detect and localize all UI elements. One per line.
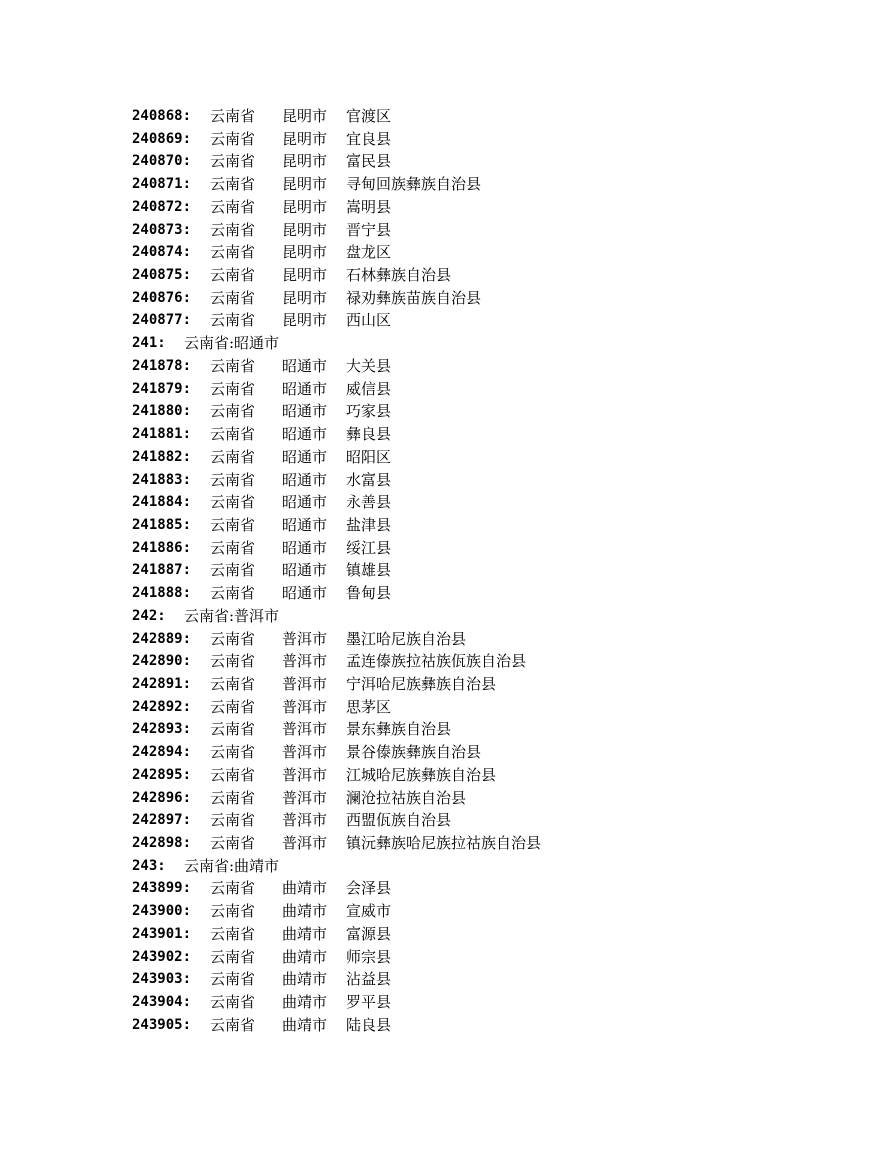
city-name: 曲靖市 — [282, 902, 328, 921]
county-name: 师宗县 — [346, 947, 392, 966]
province-name: 云南省 — [210, 947, 256, 966]
region-code: 240868: — [132, 108, 192, 124]
city-name: 昭通市 — [282, 356, 328, 375]
city-group-header — [132, 605, 852, 628]
list-item — [132, 491, 852, 514]
city-name: 昭通市 — [282, 515, 328, 534]
county-name: 江城哈尼族彝族自治县 — [346, 765, 497, 784]
county-name: 景谷傣族彝族自治县 — [346, 743, 482, 762]
city-name: 昭通市 — [282, 402, 328, 421]
city-name: 普洱市 — [282, 697, 328, 716]
list-item — [132, 628, 852, 651]
region-code: 240877: — [132, 312, 192, 329]
city-name: 昆明市 — [282, 266, 328, 285]
province-name: 云南省 — [210, 584, 256, 603]
province-name: 云南省 — [210, 129, 256, 148]
region-code: 241878: — [132, 357, 192, 374]
group-code: 242: — [132, 607, 166, 624]
county-name: 威信县 — [346, 379, 392, 398]
list-item — [132, 832, 852, 855]
region-code: 240876: — [132, 289, 192, 306]
list-item — [132, 355, 852, 378]
region-code: 243904: — [132, 994, 192, 1011]
county-name: 富源县 — [346, 924, 392, 943]
region-code: 240871: — [132, 176, 192, 193]
county-name: 绥江县 — [346, 538, 392, 557]
county-name: 永善县 — [346, 493, 392, 512]
region-code: 240875: — [132, 267, 192, 284]
province-name: 云南省 — [210, 152, 256, 171]
city-name: 曲靖市 — [282, 947, 328, 966]
region-code: 241888: — [132, 585, 192, 602]
list-item — [132, 900, 852, 923]
county-name: 嵩明县 — [346, 197, 392, 216]
province-name: 云南省 — [210, 788, 256, 807]
province-name: 云南省 — [210, 515, 256, 534]
city-name: 昆明市 — [282, 197, 328, 216]
region-code: 240872: — [132, 198, 192, 215]
city-name: 昭通市 — [282, 584, 328, 603]
county-name: 镇雄县 — [346, 561, 392, 580]
city-name: 昭通市 — [282, 493, 328, 512]
province-name: 云南省 — [210, 175, 256, 194]
list-item — [132, 582, 852, 605]
region-code-list — [132, 105, 852, 1036]
county-name: 沾益县 — [346, 970, 392, 989]
list-item — [132, 469, 852, 492]
list-item — [132, 650, 852, 673]
city-name: 普洱市 — [282, 765, 328, 784]
county-name: 宁洱哈尼族彝族自治县 — [346, 674, 497, 693]
city-name: 曲靖市 — [282, 924, 328, 943]
county-name: 寻甸回族彝族自治县 — [346, 175, 482, 194]
county-name: 景东彝族自治县 — [346, 720, 452, 739]
county-name: 水富县 — [346, 470, 392, 489]
list-item — [132, 150, 852, 173]
county-name: 陆良县 — [346, 1015, 392, 1034]
region-code: 240874: — [132, 244, 192, 261]
province-name: 云南省 — [210, 493, 256, 512]
province-name: 云南省 — [210, 538, 256, 557]
list-item — [132, 877, 852, 900]
city-name: 曲靖市 — [282, 1015, 328, 1034]
city-name: 普洱市 — [282, 834, 328, 852]
county-name: 盐津县 — [346, 515, 392, 534]
list-item — [132, 446, 852, 469]
city-name: 普洱市 — [282, 674, 328, 693]
province-name: 云南省 — [210, 765, 256, 784]
city-name: 昭通市 — [282, 447, 328, 466]
region-code: 240869: — [132, 130, 192, 147]
region-code: 243903: — [132, 971, 192, 988]
county-name: 石林彝族自治县 — [346, 266, 452, 285]
region-code: 241883: — [132, 471, 192, 488]
list-item — [132, 559, 852, 582]
city-name: 昆明市 — [282, 243, 328, 262]
group-title: 云南省:普洱市 — [184, 606, 280, 625]
group-code: 241: — [132, 335, 166, 352]
list-item — [132, 741, 852, 764]
city-name: 普洱市 — [282, 652, 328, 671]
province-name: 云南省 — [210, 356, 256, 375]
province-name: 云南省 — [210, 970, 256, 989]
region-code: 243900: — [132, 903, 192, 920]
list-item — [132, 809, 852, 832]
province-name: 云南省 — [210, 243, 256, 262]
county-name: 宜良县 — [346, 129, 392, 148]
list-item — [132, 514, 852, 537]
region-code: 242892: — [132, 698, 192, 715]
county-name: 西盟佤族自治县 — [346, 811, 452, 830]
county-name: 思茅区 — [346, 697, 392, 716]
region-code: 242889: — [132, 630, 192, 647]
list-item — [132, 787, 852, 810]
city-group-header — [132, 332, 852, 355]
province-name: 云南省 — [210, 674, 256, 693]
list-item — [132, 128, 852, 151]
region-code: 240873: — [132, 221, 192, 238]
county-name: 盘龙区 — [346, 243, 392, 262]
province-name: 云南省 — [210, 811, 256, 830]
county-name: 罗平县 — [346, 993, 392, 1012]
province-name: 云南省 — [210, 197, 256, 216]
county-name: 晋宁县 — [346, 220, 392, 239]
county-name: 官渡区 — [346, 107, 392, 125]
region-code: 241879: — [132, 380, 192, 397]
list-item — [132, 718, 852, 741]
province-name: 云南省 — [210, 311, 256, 330]
county-name: 昭阳区 — [346, 447, 392, 466]
province-name: 云南省 — [210, 720, 256, 739]
province-name: 云南省 — [210, 652, 256, 671]
city-name: 普洱市 — [282, 811, 328, 830]
region-code: 242896: — [132, 789, 192, 806]
region-code: 242897: — [132, 812, 192, 829]
province-name: 云南省 — [210, 697, 256, 716]
city-name: 曲靖市 — [282, 879, 328, 898]
region-code: 243901: — [132, 925, 192, 942]
list-item — [132, 378, 852, 401]
province-name: 云南省 — [210, 902, 256, 921]
region-code: 241887: — [132, 562, 192, 579]
city-name: 昆明市 — [282, 107, 328, 125]
province-name: 云南省 — [210, 266, 256, 285]
county-name: 禄劝彝族苗族自治县 — [346, 288, 482, 307]
county-name: 会泽县 — [346, 879, 392, 898]
list-item — [132, 241, 852, 264]
city-name: 曲靖市 — [282, 970, 328, 989]
list-item — [132, 400, 852, 423]
city-name: 曲靖市 — [282, 993, 328, 1012]
region-code: 242895: — [132, 766, 192, 783]
province-name: 云南省 — [210, 629, 256, 648]
city-name: 普洱市 — [282, 788, 328, 807]
province-name: 云南省 — [210, 379, 256, 398]
city-name: 昭通市 — [282, 425, 328, 444]
list-item — [132, 105, 852, 128]
province-name: 云南省 — [210, 220, 256, 239]
region-code: 242891: — [132, 675, 192, 692]
region-code: 241886: — [132, 539, 192, 556]
city-name: 普洱市 — [282, 720, 328, 739]
province-name: 云南省 — [210, 107, 256, 125]
city-name: 昆明市 — [282, 175, 328, 194]
region-code: 241880: — [132, 403, 192, 420]
city-group-header — [132, 855, 852, 878]
province-name: 云南省 — [210, 993, 256, 1012]
city-name: 昆明市 — [282, 311, 328, 330]
list-item — [132, 946, 852, 969]
county-name: 富民县 — [346, 152, 392, 171]
city-name: 普洱市 — [282, 629, 328, 648]
region-code: 243902: — [132, 948, 192, 965]
county-name: 西山区 — [346, 311, 392, 330]
region-code: 241885: — [132, 516, 192, 533]
county-name: 大关县 — [346, 356, 392, 375]
city-name: 昭通市 — [282, 561, 328, 580]
list-item — [132, 696, 852, 719]
list-item — [132, 923, 852, 946]
county-name: 巧家县 — [346, 402, 392, 421]
list-item — [132, 673, 852, 696]
county-name: 镇沅彝族哈尼族拉祜族自治县 — [346, 834, 542, 852]
city-name: 昭通市 — [282, 470, 328, 489]
region-code: 241882: — [132, 448, 192, 465]
county-name: 彝良县 — [346, 425, 392, 444]
region-code: 241884: — [132, 494, 192, 511]
city-name: 昆明市 — [282, 152, 328, 171]
city-name: 昆明市 — [282, 129, 328, 148]
county-name: 孟连傣族拉祜族佤族自治县 — [346, 652, 527, 671]
province-name: 云南省 — [210, 834, 256, 852]
city-name: 昆明市 — [282, 220, 328, 239]
list-item — [132, 219, 852, 242]
county-name: 墨江哈尼族自治县 — [346, 629, 467, 648]
list-item — [132, 1014, 852, 1037]
list-item — [132, 264, 852, 287]
city-name: 昭通市 — [282, 379, 328, 398]
region-code: 243899: — [132, 880, 192, 897]
group-title: 云南省:曲靖市 — [184, 856, 280, 875]
province-name: 云南省 — [210, 288, 256, 307]
list-item — [132, 196, 852, 219]
province-name: 云南省 — [210, 924, 256, 943]
list-item — [132, 537, 852, 560]
list-item — [132, 173, 852, 196]
list-item — [132, 968, 852, 991]
city-name: 昆明市 — [282, 288, 328, 307]
list-item — [132, 764, 852, 787]
province-name: 云南省 — [210, 402, 256, 421]
province-name: 云南省 — [210, 561, 256, 580]
list-item — [132, 423, 852, 446]
city-name: 普洱市 — [282, 743, 328, 762]
list-item — [132, 991, 852, 1014]
region-code: 242894: — [132, 744, 192, 761]
province-name: 云南省 — [210, 743, 256, 762]
county-name: 澜沧拉祜族自治县 — [346, 788, 467, 807]
region-code: 242898: — [132, 835, 192, 851]
county-name: 鲁甸县 — [346, 584, 392, 603]
region-code: 240870: — [132, 153, 192, 170]
region-code: 243905: — [132, 1016, 192, 1033]
list-item — [132, 309, 852, 332]
city-name: 昭通市 — [282, 538, 328, 557]
region-code: 241881: — [132, 426, 192, 443]
list-item — [132, 287, 852, 310]
group-title: 云南省:昭通市 — [184, 334, 280, 353]
province-name: 云南省 — [210, 470, 256, 489]
province-name: 云南省 — [210, 425, 256, 444]
province-name: 云南省 — [210, 1015, 256, 1034]
region-code: 242890: — [132, 653, 192, 670]
province-name: 云南省 — [210, 447, 256, 466]
group-code: 243: — [132, 857, 166, 874]
county-name: 宣威市 — [346, 902, 392, 921]
province-name: 云南省 — [210, 879, 256, 898]
region-code: 242893: — [132, 721, 192, 738]
